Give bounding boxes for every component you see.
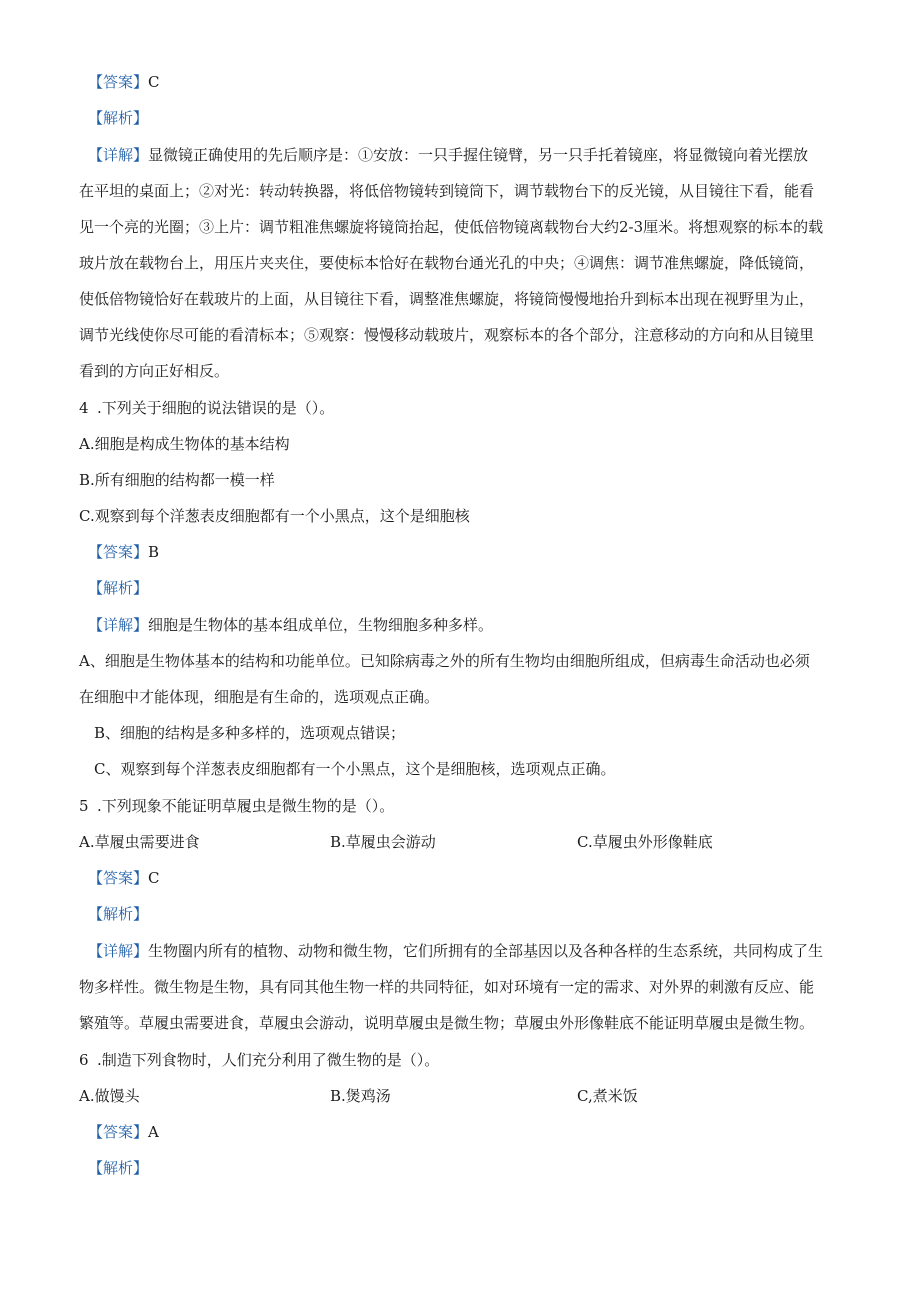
answer-tag: 【答案】: [88, 1123, 149, 1141]
detail-text: 显微镜正确使用的先后顺序是：①安放：一只手握住镜臂，另一只手托着镜座，将显微镜向着光摆放: [148, 146, 809, 164]
detail-line-q5-2: 物多样性。微生物是生物，具有同其他生物一样的共同特征，如对环境有一定的需求、对外界的刺激有反应、能: [79, 978, 815, 996]
answer-value: B: [148, 543, 160, 561]
q5-option-c: C.草履虫外形像鞋底: [577, 833, 713, 851]
analysis-tag: 【解析】: [88, 109, 149, 127]
analysis-line-q5: [88, 903, 148, 925]
q4-explain-3: B、细胞的结构是多种多样的，选项观点错误；: [94, 724, 406, 742]
q4-option-a: A.细胞是构成生物体的基本结构: [79, 435, 290, 453]
analysis-line-q3: [88, 107, 148, 129]
answer-value: C: [148, 73, 160, 91]
analysis-tag: 【解析】: [88, 1159, 149, 1177]
analysis-tag: 【解析】: [88, 579, 149, 597]
question-number: 5: [79, 797, 89, 815]
answer-tag: 【答案】: [88, 73, 149, 91]
question-number: 4: [79, 399, 89, 417]
question-number: 6: [79, 1051, 89, 1069]
q4-option-c: C.观察到每个洋葱表皮细胞都有一个小黑点，这个是细胞核: [79, 507, 470, 525]
q6-option-b: B.煲鸡汤: [330, 1087, 391, 1105]
answer-line-q3: [88, 71, 160, 93]
q5-options-row: [79, 831, 859, 853]
analysis-line-q6: [88, 1157, 148, 1179]
answer-tag: 【答案】: [88, 543, 149, 561]
answer-tag: 【答案】: [88, 869, 149, 887]
q6-option-c: C,煮米饭: [577, 1087, 638, 1105]
answer-line-q5: [88, 867, 160, 889]
detail-text: 细胞是生物体的基本组成单位，生物细胞多种多样。: [148, 616, 494, 634]
detail-line-q3-3: 见一个亮的光圈；③上片：调节粗准焦螺旋将镜筒抬起，使低倍物镜离载物台大约2-3厘米。将想观察的标本的载: [79, 218, 824, 236]
detail-line-q3-4: 玻片放在载物台上，用压片夹夹住，要使标本恰好在载物台通光孔的中央；④调焦：调节准焦螺旋，降低镜筒，: [79, 254, 815, 272]
question-text: .制造下列食物时，人们充分利用了微生物的是（）。: [97, 1051, 440, 1069]
detail-line-q4: [88, 614, 493, 636]
detail-line-q5-1: [88, 940, 823, 962]
detail-line-q3-5: 使低倍物镜恰好在载玻片的上面，从目镜往下看，调整准焦螺旋，将镜筒慢慢地抬升到标本出现在视野里为止，: [79, 290, 815, 308]
analysis-line-q4: [88, 577, 148, 599]
q4-explain-4: C、观察到每个洋葱表皮细胞都有一个小黑点，这个是细胞核，选项观点正确。: [94, 760, 616, 778]
detail-text: 生物圈内所有的植物、动物和微生物，它们所拥有的全部基因以及各种各样的生态系统，共同构成了生: [148, 942, 824, 960]
detail-line-q3-2: 在平坦的桌面上；②对光：转动转换器，将低倍物镜转到镜筒下，调节载物台下的反光镜，从目镜往下看，能看: [79, 182, 815, 200]
q4-explain-1: A、细胞是生物体基本的结构和功能单位。已知除病毒之外的所有生物均由细胞所组成，但病毒生命活动也必须: [79, 652, 810, 670]
q5-option-b: B.草履虫会游动: [330, 833, 436, 851]
answer-line-q6: [88, 1121, 159, 1143]
q4-option-b: B.所有细胞的结构都一模一样: [79, 471, 275, 489]
answer-line-q4: [88, 541, 159, 563]
q6-options-row: [79, 1085, 859, 1107]
detail-tag: 【详解】: [88, 146, 149, 164]
detail-tag: 【详解】: [88, 942, 149, 960]
question-6-stem: [79, 1049, 439, 1071]
question-text: .下列关于细胞的说法错误的是（）。: [97, 399, 335, 417]
detail-tag: 【详解】: [88, 616, 149, 634]
detail-line-q3-7: 看到的方向正好相反。: [79, 362, 230, 380]
question-5-stem: [79, 795, 394, 817]
detail-line-q3-1: [88, 144, 808, 166]
q5-option-a: A.草履虫需要进食: [79, 833, 200, 851]
detail-line-q3-6: 调节光线使你尽可能的看清标本；⑤观察：慢慢移动载玻片，观察标本的各个部分，注意移动的方向和从目镜里: [79, 326, 815, 344]
question-4-stem: [79, 397, 334, 419]
analysis-tag: 【解析】: [88, 905, 149, 923]
answer-value: A: [148, 1123, 159, 1141]
question-text: .下列现象不能证明草履虫是微生物的是（）。: [97, 797, 395, 815]
answer-value: C: [148, 869, 160, 887]
q6-option-a: A.做馒头: [79, 1087, 140, 1105]
q4-explain-2: 在细胞中才能体现，细胞是有生命的，选项观点正确。: [79, 688, 440, 706]
detail-line-q5-3: 繁殖等。草履虫需要进食，草履虫会游动，说明草履虫是微生物；草履虫外形像鞋底不能证明草履虫是微生物。: [79, 1014, 815, 1032]
